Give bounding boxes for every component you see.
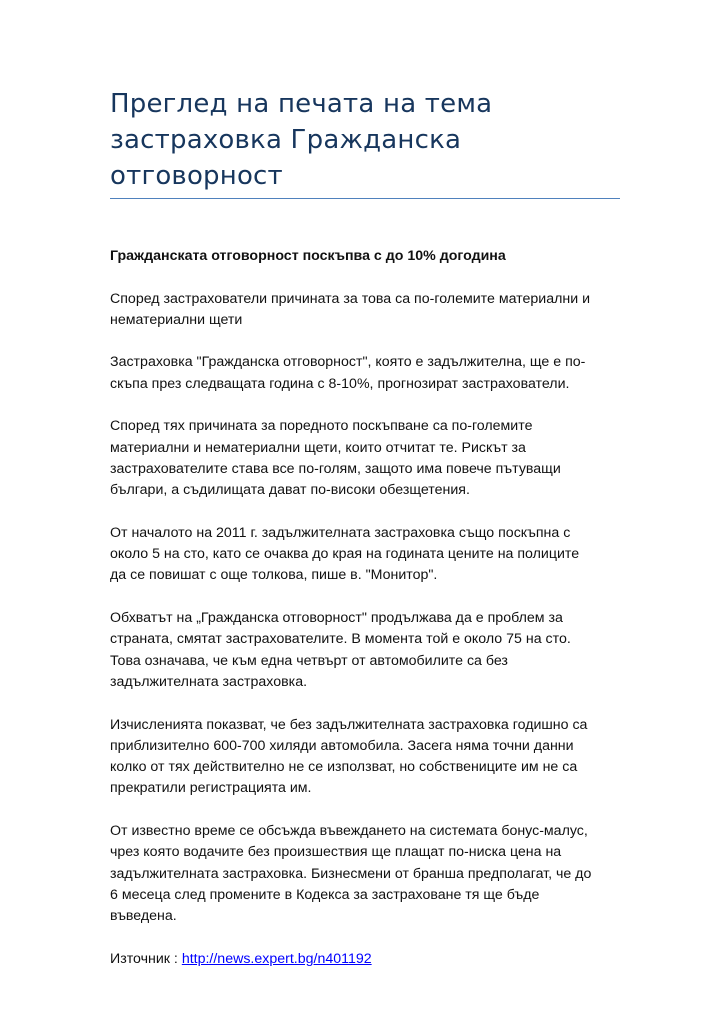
p2-line-1: Застраховка "Гражданска отговорност", която е задължителна, ще е по- — [110, 354, 586, 371]
title-block — [110, 86, 620, 199]
source-link[interactable]: http://news.expert.bg/n401192 — [181, 950, 372, 967]
source-line — [110, 949, 620, 970]
p7-line-1: От известно време се обсъжда въвеждането на системата бонус-малус, — [110, 823, 588, 840]
title-line-3: отговорност — [110, 161, 283, 191]
p3-line-4: българи, а съдилищата дават по-високи обезщетения. — [110, 482, 470, 499]
paragraph-7 — [110, 821, 620, 927]
p6-line-3: колко от тях действително не се използват, но собствениците им не са — [110, 759, 578, 776]
p1-line-2: нематериални щети — [110, 311, 243, 328]
title-line-2: застраховка Гражданска — [110, 125, 462, 155]
paragraph-2 — [110, 352, 620, 395]
p7-line-4: 6 месеца след промените в Кодекса за застраховане тя ще бъде — [110, 886, 540, 903]
p1-line-1: Според застрахователи причината за това са по-големите материални и — [110, 290, 590, 307]
paragraph-3 — [110, 416, 620, 501]
p5-line-4: задължителната застраховка. — [110, 673, 308, 690]
p5-line-1: Обхватът на „Гражданска отговорност" продължава да е проблем за — [110, 610, 563, 627]
article-body — [110, 246, 620, 991]
p6-line-2: приблизително 600-700 хиляди автомобила. Засега няма точни данни — [110, 737, 574, 754]
p2-line-2: скъпа през следващата година с 8-10%, прогнозират застрахователи. — [110, 375, 570, 392]
title-divider — [110, 198, 620, 199]
p4-line-3: да се повишат с още толкова, пише в. "Монитор". — [110, 567, 438, 584]
p5-line-2: страната, смятат застрахователите. В момента той е около 75 на сто. — [110, 631, 571, 648]
p6-line-4: прекратили регистрацията им. — [110, 780, 312, 797]
title-line-1: Преглед на печата на тема — [110, 89, 493, 119]
p3-line-1: Според тях причината за поредното поскъпване са по-големите — [110, 418, 533, 435]
p3-line-2: материални и нематериални щети, които отчитат те. Рискът за — [110, 439, 526, 456]
paragraph-6 — [110, 715, 620, 800]
paragraph-4 — [110, 523, 620, 587]
p7-line-2: чрез която водачите без произшествия ще плащат по-ниска цена на — [110, 844, 562, 861]
p7-line-3: задължителната застраховка. Бизнесмени от бранша предполагат, че до — [110, 865, 592, 882]
p3-line-3: застрахователите става все по-голям, защото има повече пътуващи — [110, 460, 561, 477]
paragraph-1 — [110, 289, 620, 332]
document-title — [110, 86, 620, 194]
headline: Гражданската отговорност поскъпва с до 10% догодина — [110, 248, 506, 264]
p5-line-3: Това означава, че към една четвърт от автомобилите са без — [110, 652, 508, 669]
p4-line-2: около 5 на сто, като се очаква до края на годината цените на полиците — [110, 546, 580, 563]
p7-line-5: въведена. — [110, 908, 177, 925]
source-label: Източник : — [110, 950, 182, 967]
paragraph-5 — [110, 608, 620, 693]
p6-line-1: Изчисленията показват, че без задължителната застраховка годишно са — [110, 716, 588, 733]
p4-line-1: От началото на 2011 г. задължителната застраховка също поскъпна с — [110, 524, 571, 541]
